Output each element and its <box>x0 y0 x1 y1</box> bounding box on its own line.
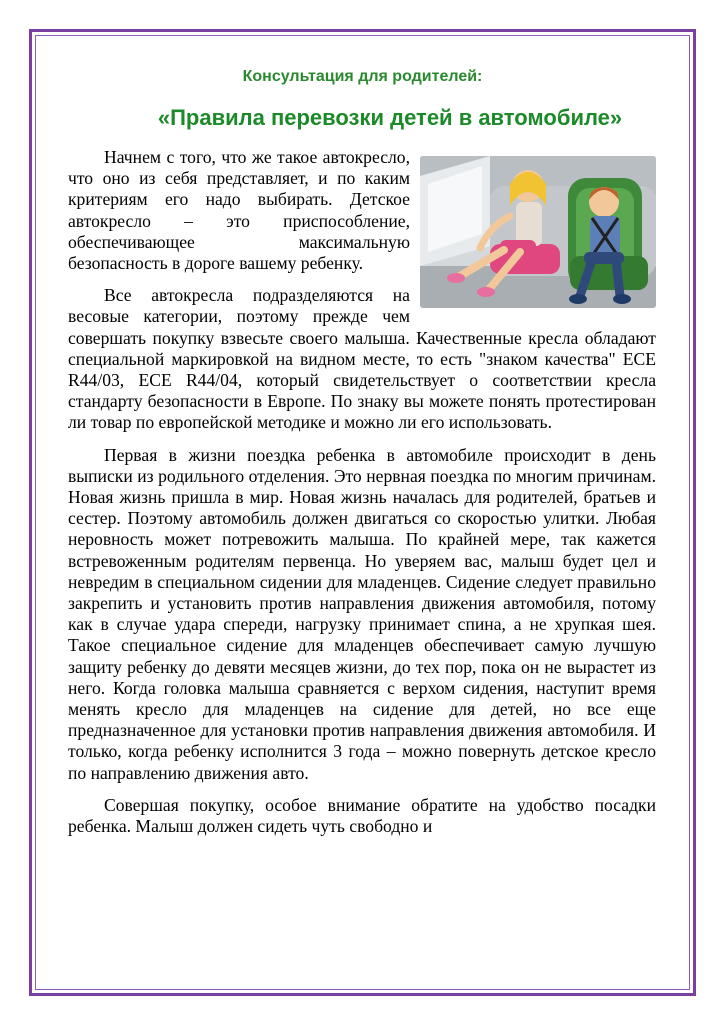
paragraph-purchase: Совершая покупку, особое внимание обратите на удобство посадки ребенка. Малыш должен сидеть чуть свободно и <box>68 794 656 837</box>
paragraph-weight-categories: Все автокресла подразделяются на весовые категории, поэтому прежде чем совершать покупку взвесьте своего малыша. Качественные кресла обладают специальной маркировкой на видном месте, то есть "знаком качества" ECE R44/03, ECE R44/04, который свидетельствует о соответствии кресла стандарту безопасности в Европе. По знаку вы можете понять протестирован ли товар по европейской методике и можно ли его использовать. <box>68 285 656 433</box>
article-body <box>68 147 656 848</box>
paragraph-first-trip: Первая в жизни поездка ребенка в автомобиле происходит в день выписки из родильного отделения. Это нервная поездка по многим причинам. Новая жизнь пришла в мир. Новая жизнь началась для родителей, братьев и сестер. Поэтому автомобиль должен двигаться со скоростью улитки. Любая неровность может потревожить малыша. По крайней мере, так кажется встревоженным родителям первенца. Но уверяем вас, малыш будет цел и невредим в специальном сидении для младенцев. Сидение следует правильно закрепить и установить против направления движения автомобиля, потому как в случае удара спереди, нагрузку принимает спина, а не хрупкая шея. Такое специальное сидение для младенцев обеспечивает самую лучшую защиту ребенку до девяти месяцев жизни, до тех пор, пока он не вырастет из него. Когда головка малыша сравняется с верхом сидения, наступит время менять кресло для младенцев на сидение для детей, но все еще предназначенное для установки против направления движения автомобиля. И только, когда ребенку исполнится 3 года – можно повернуть детское кресло по направлению движения авто. <box>68 444 656 783</box>
document-title: «Правила перевозки детей в автомобиле» <box>157 105 623 130</box>
children-in-car-seats-image <box>420 156 656 308</box>
paragraph-intro: Начнем с того, что же такое автокресло, что оно из себя представляет, и по каким критериям его надо выбирать. Детское автокресло – это приспособление, обеспечивающее максимальную безопасность в дороге вашему ребенку. <box>68 147 410 274</box>
document-subtitle: Консультация для родителей: <box>242 68 483 85</box>
